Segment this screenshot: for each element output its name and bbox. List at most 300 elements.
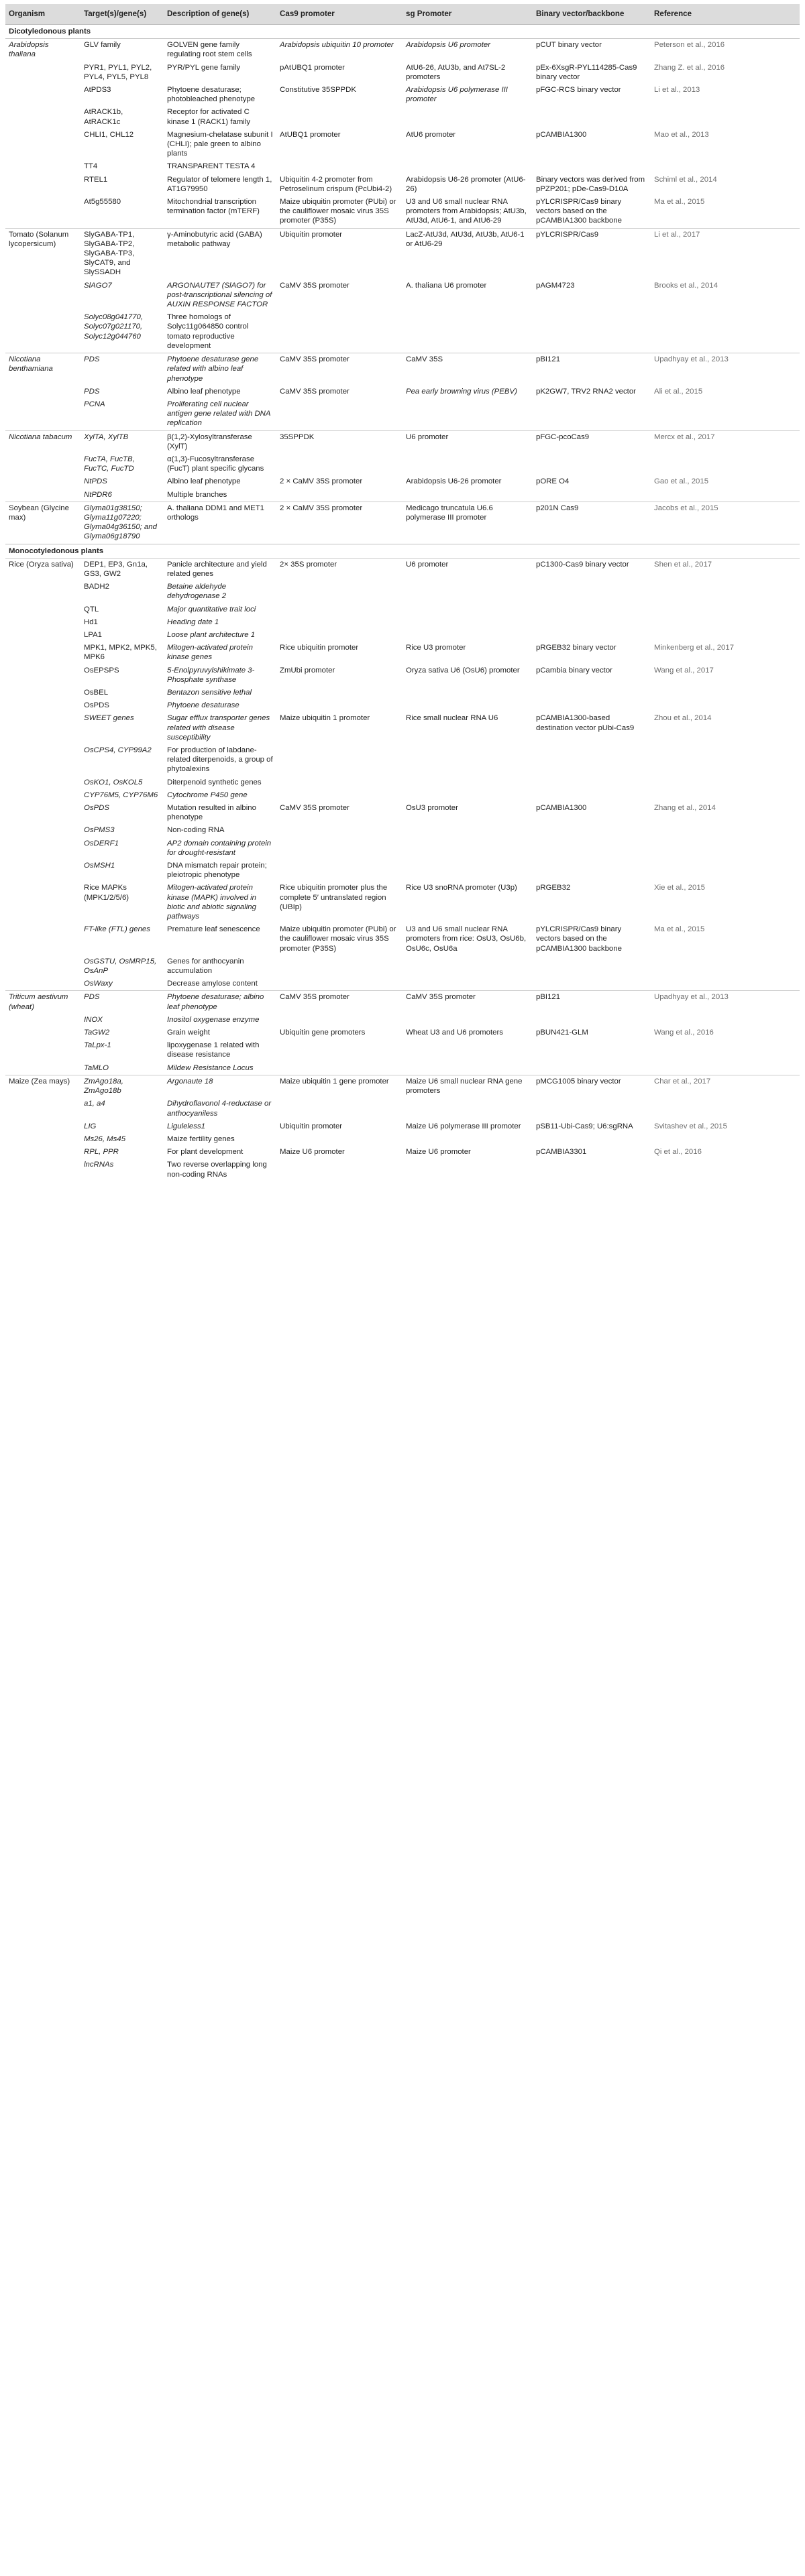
- target-cell: Glyma01g38150; Glyma11g07220; Glyma04g36150; and Glyma06g18790: [80, 502, 164, 544]
- cas9-promoter-cell: Rice ubiquitin promoter: [280, 644, 359, 652]
- target-cell: TT4: [84, 162, 98, 171]
- reference-cell: Ma et al., 2015: [654, 925, 705, 934]
- target-cell: AtRACK1b, AtRACK1c: [84, 108, 123, 126]
- sg-promoter-cell: Maize U6 polymerase III promoter: [406, 1122, 521, 1130]
- reference-cell: Qi et al., 2016: [654, 1148, 702, 1157]
- description-cell: Magnesium-chelatase subunit I (CHLI); pale green to albino plants: [167, 130, 273, 158]
- organism-cell: Rice (Oryza sativa): [5, 558, 80, 581]
- organism-cell: Nicotiana benthamiana: [5, 353, 80, 386]
- organism-cell: [5, 1120, 80, 1133]
- description-cell: 5-Enolpyruvylshikimate 3-Phosphate synthase: [167, 666, 255, 684]
- organism-cell: [5, 882, 80, 923]
- target-cell: LPA1: [84, 630, 103, 639]
- description-cell: Heading date 1: [167, 618, 219, 626]
- description-cell: Liguleless1: [167, 1122, 205, 1130]
- description-cell: Regulator of telomere length 1, AT1G79950: [167, 175, 272, 193]
- description-cell: Mitogen-activated protein kinase genes: [167, 644, 253, 662]
- sg-promoter-cell: [402, 776, 533, 789]
- header-targets: Target(s)/gene(s): [80, 4, 164, 25]
- target-cell: OsCPS4, CYP99A2: [84, 746, 152, 754]
- binary-vector-cell: [533, 776, 651, 789]
- sg-promoter-cell: Medicago truncatula U6.6 polymerase III promoter: [402, 502, 533, 544]
- target-cell: LIG: [84, 1122, 97, 1130]
- binary-vector-cell: pSB11-Ubi-Cas9; U6:sgRNA: [536, 1122, 633, 1130]
- binary-vector-cell: [533, 629, 651, 642]
- binary-vector-cell: [533, 616, 651, 629]
- reference-cell: Char et al., 2017: [651, 1075, 800, 1098]
- table-row: [5, 882, 800, 923]
- binary-vector-cell: [533, 1133, 651, 1146]
- sg-promoter-cell: [402, 160, 533, 173]
- cas9-promoter-cell: [276, 489, 402, 502]
- reference-cell: [651, 106, 800, 128]
- reference-cell: Peterson et al., 2016: [651, 39, 800, 62]
- section-title: Dicotyledonous plants: [5, 25, 800, 39]
- table-row: [5, 1027, 800, 1039]
- sg-promoter-cell: [402, 1098, 533, 1120]
- sg-promoter-cell: [402, 699, 533, 712]
- reference-cell: Ma et al., 2015: [654, 198, 705, 207]
- sg-promoter-cell: Arabidopsis U6 promoter: [402, 39, 533, 62]
- description-cell: Non-coding RNA: [167, 826, 225, 835]
- reference-cell: Ali et al., 2015: [654, 387, 703, 396]
- target-cell: TaGW2: [84, 1029, 110, 1037]
- organism-cell: [5, 160, 80, 173]
- target-cell: RTEL1: [84, 175, 108, 184]
- binary-vector-cell: [533, 453, 651, 475]
- table-row: [5, 603, 800, 616]
- sg-promoter-cell: [402, 311, 533, 353]
- sg-promoter-cell: [402, 687, 533, 699]
- cas9-promoter-cell: 35SPPDK: [276, 430, 402, 453]
- binary-vector-cell: Binary vectors was derived from pPZP201; pDe-Cas9-D10A: [536, 175, 645, 193]
- description-cell: Betaine aldehyde dehydrogenase 2: [167, 583, 227, 601]
- target-cell: PDS: [84, 387, 100, 396]
- reference-cell: [651, 978, 800, 991]
- reference-cell: [651, 687, 800, 699]
- reference-cell: Shen et al., 2017: [651, 558, 800, 581]
- organism-cell: [5, 923, 80, 955]
- binary-vector-cell: pBI121: [533, 353, 651, 386]
- target-cell: OsMSH1: [84, 862, 115, 870]
- target-cell: CYP76M5, CYP76M6: [84, 791, 158, 799]
- sg-promoter-cell: [402, 1014, 533, 1027]
- organism-cell: [5, 712, 80, 744]
- table-row: [5, 699, 800, 712]
- cas9-promoter-cell: Maize ubiquitin 1 gene promoter: [276, 1075, 402, 1098]
- sg-promoter-cell: [402, 1062, 533, 1075]
- cas9-promoter-cell: [276, 1039, 402, 1061]
- table-row: [5, 311, 800, 353]
- header-row: [5, 4, 800, 25]
- header-description: Description of gene(s): [164, 4, 276, 25]
- cas9-promoter-cell: [276, 581, 402, 603]
- sg-promoter-cell: CaMV 35S promoter: [402, 991, 533, 1014]
- table-row: [5, 430, 800, 453]
- table-row: [5, 991, 800, 1014]
- cas9-promoter-cell: CaMV 35S promoter: [276, 353, 402, 386]
- table-row: [5, 453, 800, 475]
- section-header-row: [5, 544, 800, 558]
- table-body: [5, 25, 800, 1181]
- target-cell: OsWaxy: [84, 980, 113, 988]
- cas9-promoter-cell: [276, 1159, 402, 1181]
- reference-cell: Svitashev et al., 2015: [654, 1122, 727, 1130]
- binary-vector-cell: [533, 1159, 651, 1181]
- sg-promoter-cell: [402, 978, 533, 991]
- reference-cell: Li et al., 2017: [651, 228, 800, 280]
- sg-promoter-cell: U3 and U6 small nuclear RNA promoters from Arabidopsis; AtU3b, AtU3d, AtU6-1, and AtU6-29: [406, 198, 527, 225]
- target-cell: GLV family: [80, 39, 164, 62]
- sg-promoter-cell: U6 promoter: [402, 558, 533, 581]
- organism-cell: Maize (Zea mays): [5, 1075, 80, 1098]
- sg-promoter-cell: LacZ-AtU3d, AtU3d, AtU3b, AtU6-1 or AtU6-29: [402, 228, 533, 280]
- description-cell: Cytochrome P450 gene: [167, 791, 248, 799]
- binary-vector-cell: pFGC-pcoCas9: [533, 430, 651, 453]
- cas9-promoter-cell: Ubiquitin promoter: [280, 1122, 343, 1130]
- organism-cell: [5, 789, 80, 802]
- description-cell: lipoxygenase 1 related with disease resistance: [167, 1041, 260, 1059]
- binary-vector-cell: pK2GW7, TRV2 RNA2 vector: [536, 387, 636, 396]
- organism-cell: Tomato (Solanum lycopersicum): [5, 228, 80, 280]
- binary-vector-cell: pCAMBIA1300: [536, 804, 587, 813]
- cas9-promoter-cell: [276, 978, 402, 991]
- sg-promoter-cell: A. thaliana U6 promoter: [406, 281, 487, 290]
- binary-vector-cell: [533, 311, 651, 353]
- target-cell: NtPDS: [84, 477, 107, 486]
- organism-cell: [5, 616, 80, 629]
- organism-cell: [5, 280, 80, 312]
- binary-vector-cell: pCambia binary vector: [536, 666, 612, 675]
- sg-promoter-cell: U3 and U6 small nuclear RNA promoters from rice: OsU3, OsU6b, OsU6c, OsU6a: [406, 925, 527, 953]
- sg-promoter-cell: [402, 955, 533, 978]
- sg-promoter-cell: [402, 489, 533, 502]
- header-organism: Organism: [5, 4, 80, 25]
- organism-cell: [5, 603, 80, 616]
- table-row: [5, 955, 800, 978]
- description-cell: Receptor for activated C kinase 1 (RACK1) family: [167, 108, 251, 126]
- binary-vector-cell: [533, 1014, 651, 1027]
- reference-cell: Xie et al., 2015: [654, 884, 705, 892]
- binary-vector-cell: pYLCRISPR/Cas9: [533, 228, 651, 280]
- reference-cell: [651, 1133, 800, 1146]
- cas9-promoter-cell: 2 × CaMV 35S promoter: [276, 502, 402, 544]
- cas9-promoter-cell: [276, 860, 402, 882]
- description-cell: Argonaute 18: [164, 1075, 276, 1098]
- organism-cell: [5, 129, 80, 161]
- header-sg-promoter: sg Promoter: [402, 4, 533, 25]
- sg-promoter-cell: [402, 106, 533, 128]
- sg-promoter-cell: [402, 1159, 533, 1181]
- binary-vector-cell: pBUN421-GLM: [536, 1029, 588, 1037]
- sg-promoter-cell: OsU3 promoter: [406, 804, 458, 813]
- binary-vector-cell: [533, 824, 651, 837]
- binary-vector-cell: pEx-6XsgR-PYL114285-Cas9 binary vector: [536, 63, 637, 81]
- binary-vector-cell: pAGM4723: [536, 281, 575, 290]
- cas9-promoter-cell: Ubiquitin 4-2 promoter from Petroselinum crispum (PcUbi4-2): [280, 175, 392, 193]
- table-row: [5, 802, 800, 824]
- description-cell: Inositol oxygenase enzyme: [167, 1015, 260, 1024]
- reference-cell: Mao et al., 2013: [654, 130, 709, 139]
- reference-cell: [651, 581, 800, 603]
- sg-promoter-cell: [402, 629, 533, 642]
- binary-vector-cell: pC1300-Cas9 binary vector: [533, 558, 651, 581]
- binary-vector-cell: pCAMBIA1300: [536, 130, 587, 139]
- organism-cell: [5, 824, 80, 837]
- reference-cell: Jacobs et al., 2015: [651, 502, 800, 544]
- sg-promoter-cell: [402, 744, 533, 776]
- binary-vector-cell: [533, 687, 651, 699]
- organism-cell: [5, 398, 80, 430]
- binary-vector-cell: [533, 1062, 651, 1075]
- organism-cell: [5, 776, 80, 789]
- table-row: [5, 398, 800, 430]
- reference-cell: [651, 744, 800, 776]
- target-cell: QTL: [84, 605, 99, 613]
- target-cell: OsPDS: [84, 701, 109, 710]
- organism-cell: [5, 629, 80, 642]
- sg-promoter-cell: Rice small nuclear RNA U6: [406, 714, 498, 723]
- binary-vector-cell: pYLCRISPR/Cas9 binary vectors based on the pCAMBIA1300 backbone: [536, 925, 622, 953]
- description-cell: DNA mismatch repair protein; pleiotropic phenotype: [167, 862, 267, 880]
- binary-vector-cell: pCAMBIA1300-based destination vector pUbi-Cas9: [536, 714, 635, 732]
- target-cell: Rice MAPKs (MPK1/2/5/6): [84, 884, 129, 902]
- sg-promoter-cell: Rice U3 promoter: [406, 644, 466, 652]
- cas9-promoter-cell: Arabidopsis ubiquitin 10 promoter: [276, 39, 402, 62]
- organism-cell: [5, 955, 80, 978]
- target-cell: OsDERF1: [84, 839, 119, 847]
- sg-promoter-cell: [402, 398, 533, 430]
- binary-vector-cell: [533, 978, 651, 991]
- reference-cell: [651, 699, 800, 712]
- description-cell: Multiple branches: [167, 490, 227, 499]
- table-row: [5, 978, 800, 991]
- description-cell: Albino leaf phenotype: [167, 387, 241, 396]
- binary-vector-cell: [533, 1098, 651, 1120]
- reference-cell: Li et al., 2013: [654, 86, 700, 95]
- target-cell: a1, a4: [84, 1100, 105, 1108]
- cas9-promoter-cell: AtUBQ1 promoter: [280, 130, 341, 139]
- reference-cell: Wang et al., 2016: [654, 1029, 714, 1037]
- cas9-promoter-cell: [276, 160, 402, 173]
- description-cell: Mitogen-activated protein kinase (MAPK) involved in biotic and abiotic signaling pathways: [167, 884, 256, 921]
- description-cell: AP2 domain containing protein for drought-resistant: [167, 839, 272, 857]
- cas9-promoter-cell: [276, 616, 402, 629]
- table-row: [5, 616, 800, 629]
- reference-cell: Zhou et al., 2014: [654, 714, 712, 723]
- organism-cell: [5, 978, 80, 991]
- cas9-promoter-cell: CaMV 35S promoter: [276, 991, 402, 1014]
- table-row: [5, 39, 800, 62]
- binary-vector-cell: pMCG1005 binary vector: [533, 1075, 651, 1098]
- binary-vector-cell: pBI121: [533, 991, 651, 1014]
- description-cell: Grain weight: [167, 1029, 210, 1037]
- cas9-promoter-cell: Maize ubiquitin promoter (PUbi) or the cauliflower mosaic virus 35S promoter (P35S): [280, 925, 396, 953]
- cas9-promoter-cell: [276, 1098, 402, 1120]
- header-binary-vector: Binary vector/backbone: [533, 4, 651, 25]
- cas9-promoter-cell: [276, 311, 402, 353]
- organism-cell: [5, 1014, 80, 1027]
- description-cell: Phytoene desaturase; photobleached phenotype: [167, 86, 256, 104]
- cas9-promoter-cell: [276, 687, 402, 699]
- target-cell: CHLI1, CHL12: [84, 130, 134, 139]
- organism-cell: [5, 196, 80, 228]
- cas9-promoter-cell: [276, 776, 402, 789]
- cas9-promoter-cell: [276, 955, 402, 978]
- cas9-promoter-cell: Maize ubiquitin promoter (PUbi) or the cauliflower mosaic virus 35S promoter (P35S): [280, 198, 396, 225]
- cas9-promoter-cell: [276, 744, 402, 776]
- description-cell: Mitochondrial transcription termination factor (mTERF): [167, 198, 260, 216]
- table-row: [5, 106, 800, 128]
- sg-promoter-cell: AtU6 promoter: [406, 130, 456, 139]
- table-row: [5, 824, 800, 837]
- sg-promoter-cell: [402, 453, 533, 475]
- binary-vector-cell: [533, 603, 651, 616]
- sg-promoter-cell: CaMV 35S: [402, 353, 533, 386]
- reference-cell: [651, 1159, 800, 1181]
- reference-cell: Gao et al., 2015: [654, 477, 709, 486]
- table-row: [5, 1014, 800, 1027]
- reference-cell: [651, 1062, 800, 1075]
- description-cell: Sugar efflux transporter genes related with disease susceptibility: [167, 714, 270, 742]
- organism-cell: [5, 1098, 80, 1120]
- target-cell: RPL, PPR: [84, 1148, 119, 1157]
- description-cell: Albino leaf phenotype: [167, 477, 241, 486]
- sg-promoter-cell: [402, 1133, 533, 1146]
- reference-cell: Brooks et al., 2014: [654, 281, 718, 290]
- binary-vector-cell: [533, 699, 651, 712]
- target-cell: TaLpx-1: [84, 1041, 111, 1050]
- organism-cell: [5, 1062, 80, 1075]
- organism-cell: [5, 642, 80, 664]
- target-cell: Solyc08g041770, Solyc07g021170, Solyc12g044760: [84, 313, 144, 341]
- binary-vector-cell: [533, 489, 651, 502]
- target-cell: BADH2: [84, 583, 109, 591]
- section-title: Monocotyledonous plants: [5, 544, 800, 558]
- target-cell: Hd1: [84, 618, 98, 626]
- cas9-promoter-cell: CaMV 35S promoter: [280, 804, 350, 813]
- table-row: [5, 1062, 800, 1075]
- target-cell: lncRNAs: [84, 1161, 114, 1169]
- reference-cell: [651, 789, 800, 802]
- organism-cell: [5, 1133, 80, 1146]
- reference-cell: [651, 311, 800, 353]
- table-row: [5, 629, 800, 642]
- sg-promoter-cell: U6 promoter: [402, 430, 533, 453]
- reference-cell: [651, 955, 800, 978]
- organism-cell: Nicotiana tabacum: [5, 430, 80, 453]
- table-row: [5, 502, 800, 544]
- organism-cell: [5, 475, 80, 488]
- organism-cell: [5, 581, 80, 603]
- target-cell: FucTA, FucTB, FucTC, FucTD: [84, 455, 135, 473]
- table-row: [5, 558, 800, 581]
- organism-cell: Soybean (Glycine max): [5, 502, 80, 544]
- cas9-promoter-cell: [276, 824, 402, 837]
- sg-promoter-cell: Rice U3 snoRNA promoter (U3p): [406, 884, 517, 892]
- reference-cell: Mercx et al., 2017: [651, 430, 800, 453]
- reference-cell: [651, 776, 800, 789]
- target-cell: OsBEL: [84, 688, 109, 697]
- description-cell: PYR/PYL gene family: [167, 63, 241, 72]
- table-row: [5, 174, 800, 196]
- cas9-promoter-cell: Rice ubiquitin promoter plus the complete 5′ untranslated region (UBIp): [280, 884, 388, 911]
- description-cell: Phytoene desaturase; albino leaf phenotype: [164, 991, 276, 1014]
- cas9-promoter-cell: [276, 1133, 402, 1146]
- organism-cell: [5, 84, 80, 106]
- organism-cell: [5, 687, 80, 699]
- organism-cell: [5, 664, 80, 687]
- target-cell: OsEPSPS: [84, 666, 119, 675]
- target-cell: INOX: [84, 1015, 103, 1024]
- description-cell: ARGONAUTE7 (SlAGO7) for post-transcriptional silencing of AUXIN RESPONSE FACTOR: [167, 281, 272, 309]
- target-cell: OsPMS3: [84, 826, 115, 835]
- table-row: [5, 62, 800, 84]
- table-row: [5, 789, 800, 802]
- sg-promoter-cell: Maize U6 promoter: [406, 1148, 471, 1157]
- reference-cell: [651, 616, 800, 629]
- reference-cell: Upadhyay et al., 2013: [651, 991, 800, 1014]
- organism-cell: [5, 489, 80, 502]
- cas9-promoter-cell: Maize U6 promoter: [280, 1148, 345, 1157]
- organism-cell: [5, 837, 80, 860]
- reference-cell: [651, 1039, 800, 1061]
- binary-vector-cell: [533, 860, 651, 882]
- table-header: [5, 4, 800, 25]
- header-cas9-promoter: Cas9 promoter: [276, 4, 402, 25]
- binary-vector-cell: [533, 744, 651, 776]
- reference-cell: Minkenberg et al., 2017: [654, 644, 735, 652]
- cas9-promoter-cell: Ubiquitin promoter: [276, 228, 402, 280]
- organism-cell: [5, 106, 80, 128]
- table-row: [5, 1146, 800, 1159]
- cas9-promoter-cell: [276, 629, 402, 642]
- target-cell: NtPDR6: [84, 490, 112, 499]
- reference-cell: Wang et al., 2017: [654, 666, 714, 675]
- crispr-gene-table: [5, 4, 800, 1181]
- reference-cell: Zhang et al., 2014: [654, 804, 716, 813]
- sg-promoter-cell: Arabidopsis U6 polymerase III promoter: [406, 86, 508, 104]
- description-cell: Maize fertility genes: [167, 1134, 235, 1143]
- description-cell: β(1,2)-Xylosyltransferase (XylT): [164, 430, 276, 453]
- target-cell: PYR1, PYL1, PYL2, PYL4, PYL5, PYL8: [84, 63, 152, 81]
- cas9-promoter-cell: CaMV 35S promoter: [280, 387, 350, 396]
- sg-promoter-cell: [402, 616, 533, 629]
- target-cell: PCNA: [84, 400, 105, 408]
- cas9-promoter-cell: Constitutive 35SPPDK: [280, 86, 356, 95]
- sg-promoter-cell: [402, 789, 533, 802]
- description-cell: Genes for anthocyanin accumulation: [167, 957, 244, 976]
- description-cell: Mutation resulted in albino phenotype: [167, 804, 256, 822]
- table-row: [5, 1098, 800, 1120]
- description-cell: Dihydroflavonol 4-reductase or anthocyaniless: [167, 1100, 272, 1118]
- target-cell: MPK1, MPK2, MPK5, MPK6: [84, 644, 157, 662]
- table-row: [5, 84, 800, 106]
- sg-promoter-cell: [402, 581, 533, 603]
- cas9-promoter-cell: [276, 789, 402, 802]
- table-row: [5, 280, 800, 312]
- table-row: [5, 129, 800, 161]
- target-cell: OsGSTU, OsMRP15, OsAnP: [84, 957, 157, 976]
- target-cell: DEP1, EP3, Gn1a, GS3, GW2: [80, 558, 164, 581]
- reference-cell: [651, 603, 800, 616]
- target-cell: OsKO1, OsKOL5: [84, 778, 143, 786]
- reference-cell: Schiml et al., 2014: [654, 175, 717, 184]
- description-cell: TRANSPARENT TESTA 4: [167, 162, 256, 171]
- organism-cell: Arabidopsis thaliana: [5, 39, 80, 62]
- cas9-promoter-cell: 2× 35S promoter: [276, 558, 402, 581]
- target-cell: SWEET genes: [84, 714, 134, 723]
